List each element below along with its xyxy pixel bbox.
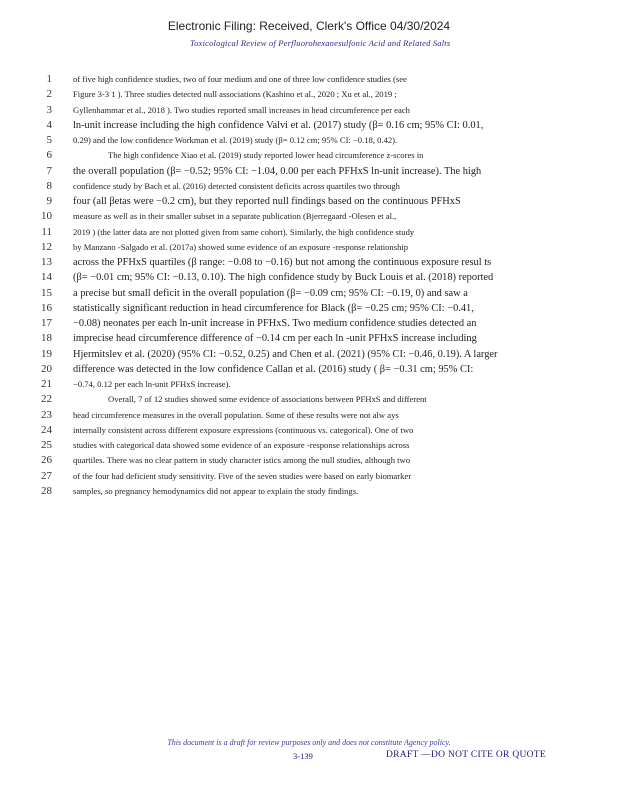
line-number: 18 — [41, 332, 52, 345]
draft-notice: DRAFT —DO NOT CITE OR QUOTE — [386, 750, 547, 760]
text-line — [0, 301, 618, 316]
line-number: 8 — [46, 179, 52, 192]
line-number: 19 — [41, 347, 52, 360]
text-line — [0, 118, 618, 133]
line-number: 28 — [41, 484, 52, 497]
line-text: four (all βetas were −0.2 cm), but they reported null findings based on the continuous PFHxS — [73, 196, 461, 207]
line-number: 15 — [41, 286, 52, 299]
line-text: Overall, 7 of 12 studies showed some evidence of associations between PFHxS and different — [108, 394, 427, 405]
page-number: 3-139 — [293, 751, 313, 761]
document-body — [0, 72, 618, 499]
line-text: by Manzano -Salgado et al. (2017a) showed some evidence of an exposure -response relationship — [73, 241, 409, 252]
text-line — [0, 255, 618, 270]
text-line — [0, 240, 618, 255]
text-line — [0, 331, 618, 346]
line-number: 27 — [41, 469, 52, 482]
text-line — [0, 392, 618, 407]
line-text: a precise but small deficit in the overall population (β= −0.09 cm; 95% CI: −0.19, 0) and saw a — [73, 287, 468, 299]
line-number: 21 — [41, 378, 52, 390]
text-line — [0, 286, 618, 301]
line-number: 4 — [46, 118, 52, 131]
text-line — [0, 316, 618, 331]
line-text: samples, so pregnancy hemodynamics did not appear to explain the study findings. — [73, 485, 359, 496]
text-line — [0, 270, 618, 285]
document-title: Toxicological Review of Perfluorohexanesulfonic Acid and Related Salts — [190, 38, 451, 48]
line-number: 5 — [46, 134, 52, 146]
line-text: (β= −0.01 cm; 95% CI: −0.13, 0.10). The high confidence study by Buck Louis et al. (2018) reported — [73, 272, 494, 284]
text-line — [0, 225, 618, 240]
text-line — [0, 179, 618, 194]
text-line — [0, 377, 618, 392]
line-text: imprecise head circumference difference of −0.14 cm per each ln -unit PFHxS increase including — [73, 333, 477, 345]
line-number: 11 — [41, 225, 52, 238]
line-text: −0.08) neonates per each ln-unit increase in PFHxS. Two medium confidence studies detected an — [73, 318, 477, 329]
line-text: across the PFHxS quartiles (β range: −0.08 to −0.16) but not among the continuous exposure resul ts — [73, 257, 492, 268]
line-number: 20 — [41, 362, 52, 375]
filing-header: Electronic Filing: Received, Clerk's Office 04/30/2024 — [167, 19, 451, 33]
line-text: studies with categorical data showed some evidence of an exposure -response relationships across — [73, 440, 410, 450]
text-line — [0, 347, 618, 362]
line-number: 13 — [41, 256, 52, 268]
text-line — [0, 423, 618, 438]
line-number: 26 — [41, 454, 52, 467]
line-number: 9 — [46, 195, 52, 207]
line-text: head circumference measures in the overall population. Some of these results were not alw ays — [73, 409, 399, 420]
line-number: 10 — [41, 210, 52, 223]
text-line — [0, 72, 618, 87]
line-text: of five high confidence studies, two of four medium and one of three low confidence studies (see — [73, 74, 407, 84]
text-line — [0, 133, 618, 148]
line-text: confidence study by Bach et al. (2016) detected consistent deficits across quartiles two through — [73, 180, 400, 191]
text-line — [0, 469, 618, 484]
line-text: difference was detected in the low confidence Callan et al. (2016) study ( β= −0.31 cm; 95% CI: — [73, 363, 474, 375]
line-text: statistically significant reduction in head circumference for Black (β= −0.25 cm; 95% CI: −0.41, — [73, 302, 474, 314]
line-text: of the four had deficient study sensitivity. Five of the seven studies were based on early biomarker — [73, 470, 412, 481]
text-line — [0, 103, 618, 118]
line-text: quartiles. There was no clear pattern in study character istics among the null studies, although two — [73, 455, 411, 466]
text-line — [0, 209, 618, 224]
line-text: 2019 ) (the latter data are not plotted given from same cohort). Similarly, the high confidence study — [73, 226, 415, 237]
text-line — [0, 408, 618, 423]
line-number: 17 — [41, 317, 52, 329]
line-number: 7 — [46, 164, 52, 177]
line-text: The high confidence Xiao et al. (2019) study reported lower head circumference z-scores in — [108, 150, 424, 161]
line-number: 1 — [46, 73, 52, 85]
text-line — [0, 148, 618, 163]
text-line — [0, 164, 618, 179]
text-line — [0, 194, 618, 209]
line-text: measure as well as in their smaller subset in a separate publication (Bjerregaard -Olesen et al., — [73, 211, 397, 222]
line-text: −0.74, 0.12 per each ln-unit PFHxS increase). — [73, 379, 231, 389]
line-text: ln-unit increase including the high confidence Valvi et al. (2017) study (β= 0.16 cm; 95% CI: 0.01, — [73, 119, 484, 131]
text-line — [0, 453, 618, 468]
line-number: 24 — [41, 423, 52, 436]
line-text: Hjermitslev et al. (2020) (95% CI: −0.52, 0.25) and Chen et al. (2021) (95% CI: −0.46, 0.19). A larger — [73, 348, 498, 360]
line-number: 16 — [41, 301, 52, 314]
line-number: 14 — [41, 271, 52, 284]
text-line — [0, 438, 618, 453]
line-number: 6 — [46, 149, 52, 162]
text-line — [0, 484, 618, 499]
line-text: internally consistent across different exposure expressions (continuous vs. categorical). One of two — [73, 424, 414, 435]
line-text: 0.29) and the low confidence Workman et al. (2019) study (β= 0.12 cm; 95% CI: −0.18, 0.42). — [73, 135, 398, 145]
line-text: Figure 3-3 1 ). Three studies detected null associations (Kashino et al., 2020 ; Xu et al., 2019 ; — [73, 89, 397, 100]
line-number: 2 — [46, 88, 52, 101]
line-number: 3 — [46, 103, 52, 116]
line-text: the overall population (β= −0.52; 95% CI: −1.04, 0.00 per each PFHxS ln-unit increase). The high — [73, 165, 482, 177]
line-number: 23 — [41, 408, 52, 421]
text-line — [0, 87, 618, 102]
line-number: 22 — [41, 393, 52, 406]
draft-disclaimer: This document is a draft for review purposes only and does not constitute Agency policy. — [167, 738, 451, 747]
line-number: 12 — [41, 240, 52, 253]
line-number: 25 — [41, 439, 52, 451]
text-line — [0, 362, 618, 377]
line-text: Gyllenhammar et al., 2018 ). Two studies reported small increases in head circumference per each — [73, 104, 410, 115]
